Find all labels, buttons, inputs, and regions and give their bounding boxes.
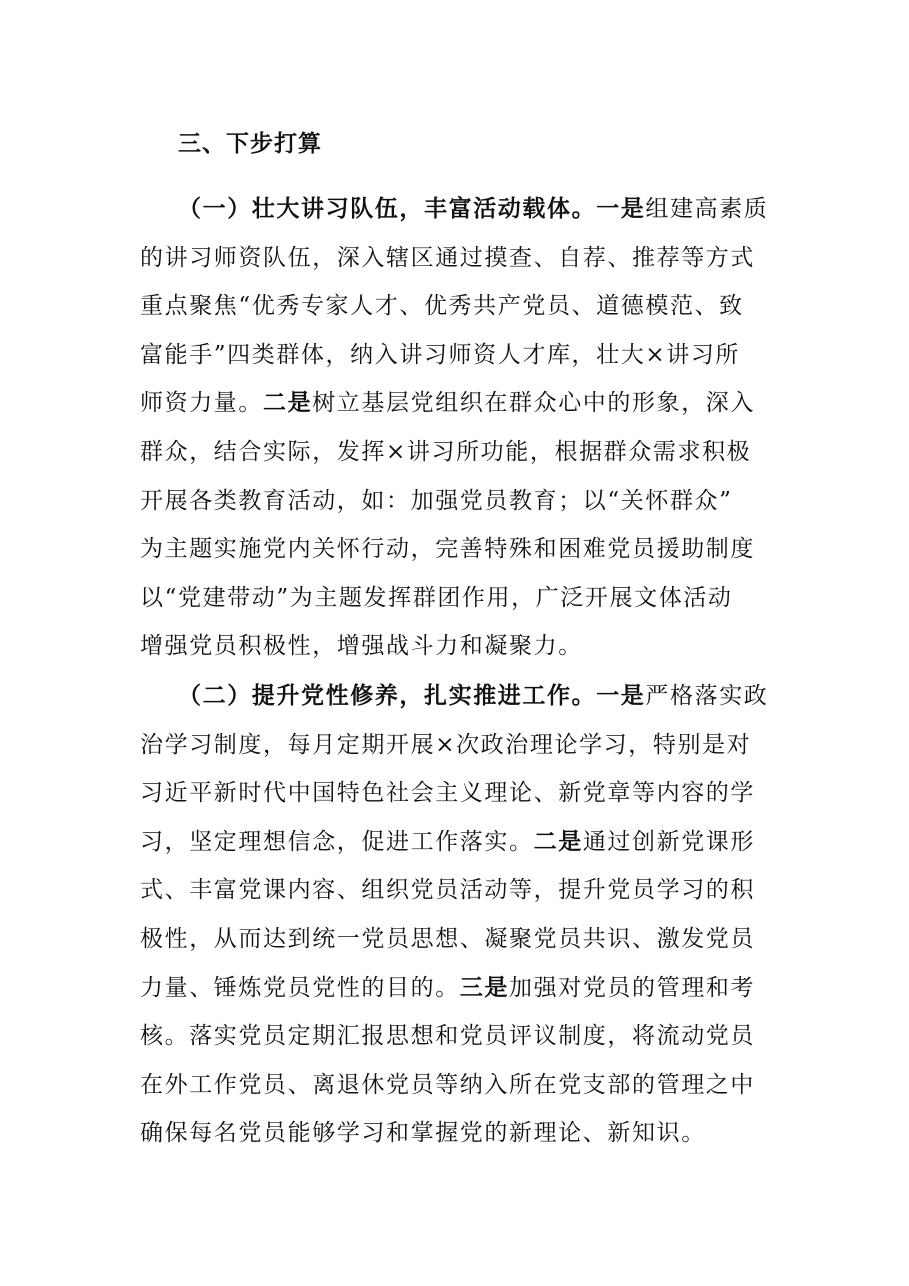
paragraph-line: 习近平新时代中国特色社会主义理论、新党章等内容的学 xyxy=(140,780,755,807)
paragraph-line xyxy=(140,818,780,867)
line-text: 习，坚定理想信念，促进工作落实。 xyxy=(140,828,534,855)
paragraph-line xyxy=(140,185,780,234)
bold-lead: 二是 xyxy=(533,828,583,855)
paragraph-line xyxy=(140,964,780,1013)
line-text: 师资力量。 xyxy=(140,390,263,417)
bold-lead: 二是 xyxy=(263,390,313,417)
paragraph-line: 在外工作党员、离退休党员等纳入所在党支部的管理之中 xyxy=(140,1071,755,1098)
line-text: 组建高素质 xyxy=(645,196,769,222)
paragraph-line: 的讲习师资队伍，深入辖区通过摸查、自荐、推荐等方式 xyxy=(140,244,755,271)
line-text: 加强对党员的管理和考 xyxy=(509,974,756,1001)
bold-lead: （二）提升党性修养，扎实推进工作。一是 xyxy=(178,683,646,709)
bold-lead: （一）壮大讲习队伍，丰富活动载体。一是 xyxy=(178,196,646,222)
paragraph-line: 开展各类教育活动，如：加强党员教育；以“关怀群众” xyxy=(140,487,733,514)
paragraph-line: 治学习制度，每月定期开展×次政治理论学习，特别是对 xyxy=(140,731,752,758)
paragraph-line: 式、丰富党课内容、组织党员活动等，提升党员学习的积 xyxy=(140,877,755,904)
line-text: 力量、锤炼党员党性的目的。 xyxy=(140,974,460,1001)
paragraph-line: 以“党建带动”为主题发挥群团作用，广泛开展文体活动 xyxy=(140,584,733,611)
paragraph-line: 确保每名党员能够学习和掌握党的新理论、新知识。 xyxy=(140,1120,706,1147)
paragraph-line: 增强党员积极性，增强战斗力和凝聚力。 xyxy=(140,633,583,660)
line-text: 严格落实政 xyxy=(645,683,769,709)
paragraph-line: 核。落实党员定期汇报思想和党员评议制度，将流动党员 xyxy=(140,1023,755,1050)
paragraph-line: 极性，从而达到统一党员思想、凝聚党员共识、激发党员 xyxy=(140,925,755,952)
paragraph-2 xyxy=(140,672,780,1158)
line-text: 树立基层党组织在群众心中的形象，深入 xyxy=(312,390,756,417)
paragraph-line xyxy=(140,672,780,721)
paragraph-line: 重点聚焦“优秀专家人才、优秀共产党员、道德模范、致 xyxy=(140,293,744,320)
bold-lead: 三是 xyxy=(459,974,510,1001)
paragraph-line: 群众，结合实际，发挥×讲习所功能，根据群众需求积极 xyxy=(140,438,752,465)
paragraph-line: 富能手”四类群体，纳入讲习师资人才库，壮大×讲习所 xyxy=(140,341,741,368)
paragraph-1 xyxy=(140,185,780,671)
paragraph-line: 为主题实施党内关怀行动，完善特殊和困难党员援助制度 xyxy=(140,536,755,563)
section-heading: 三、下步打算 xyxy=(178,131,322,157)
line-text: 通过创新党课形 xyxy=(582,828,756,855)
paragraph-line xyxy=(140,379,780,428)
